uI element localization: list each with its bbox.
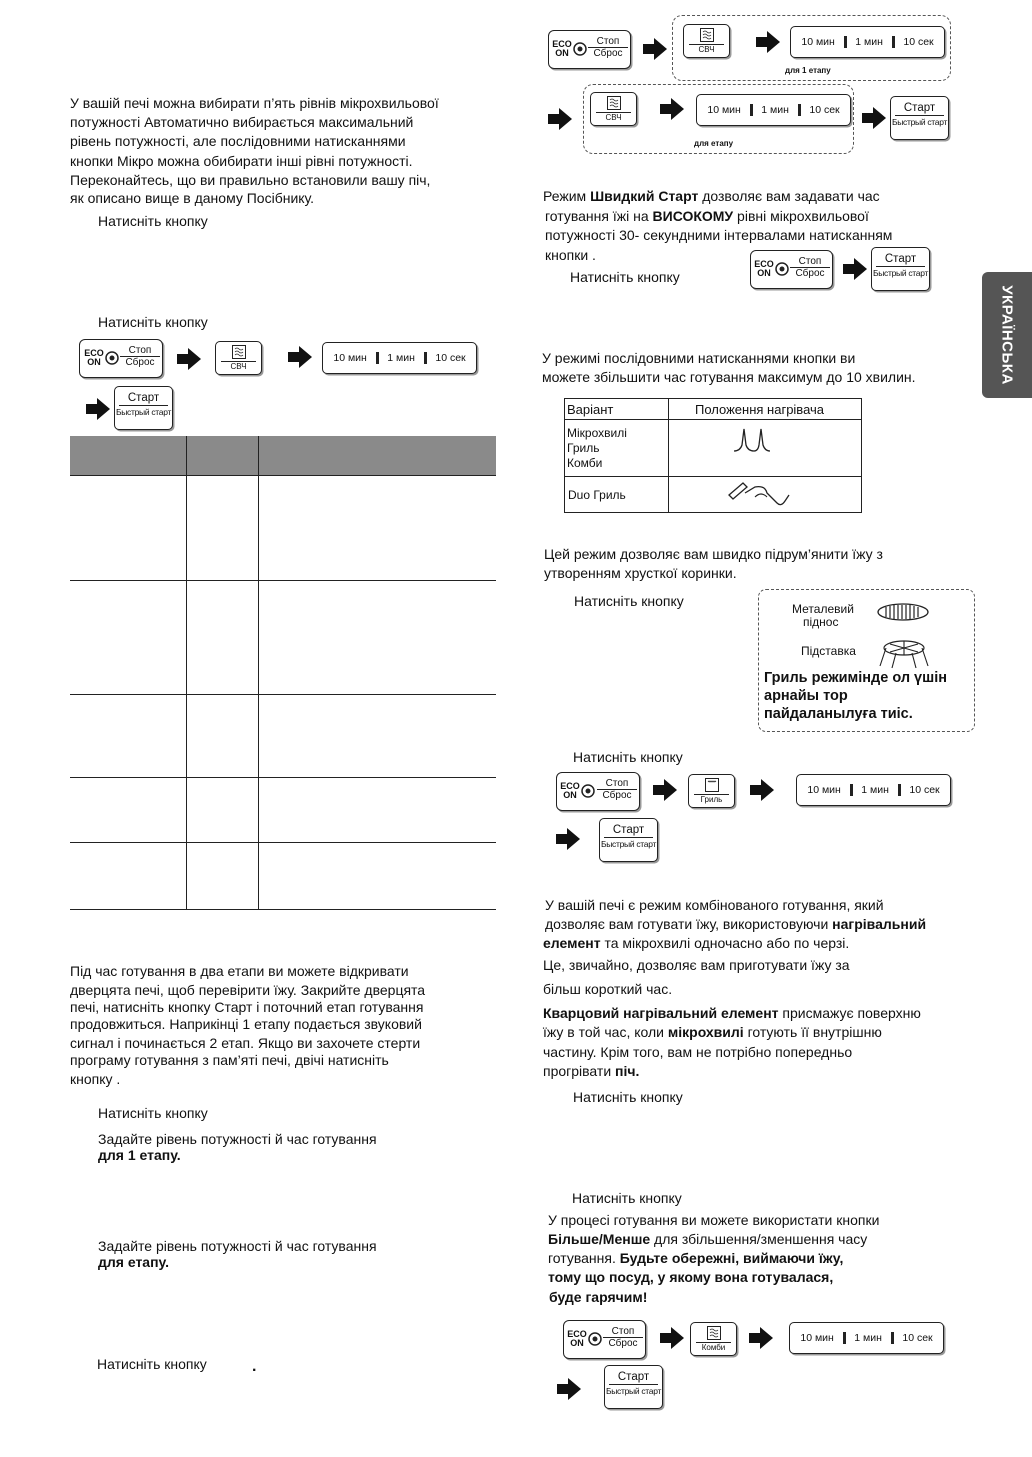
time-buttons-panel[interactable]: [322, 342, 477, 374]
intro-line: Переконайтесь, що ви правильно встановили вашу піч,: [70, 172, 431, 188]
metal-tray-label: піднос: [803, 615, 839, 629]
step-press-button-3: Натисніть кнопку: [98, 1105, 208, 1121]
start-button[interactable]: Старт Быстрый старт: [871, 247, 930, 291]
metal-tray-icon: [876, 602, 930, 622]
two-stage-line: дверцята печі, щоб перевірити їжу. Закрийте дверцята: [70, 982, 426, 998]
stage2-label: для етапу.: [98, 1254, 169, 1270]
eco-stop-button[interactable]: ECO ON Стоп Сброс: [79, 339, 163, 378]
heater-table-cell: Мікрохвилі: [567, 426, 627, 440]
time-buttons-panel[interactable]: [696, 94, 851, 126]
10min-button[interactable]: 10 мин: [800, 1332, 834, 1344]
microwave-waves-icon: [232, 345, 246, 359]
10sec-button[interactable]: 10 сек: [909, 784, 940, 796]
stage1-instruction: Задайте рівень потужності й час готування: [98, 1131, 377, 1147]
combi-button[interactable]: Комби: [690, 1322, 737, 1356]
intro-line: потужності Автоматично вибирається максимальний: [70, 114, 414, 130]
1min-button[interactable]: 1 мин: [855, 36, 883, 48]
heater-table-cell: Duo Гриль: [568, 488, 626, 502]
two-stage-line: програму готування з пам’яті печі, двічі натисніть: [70, 1052, 389, 1068]
microwave-button[interactable]: СВЧ: [590, 92, 637, 126]
language-tab-label: УКРАЇНСЬКА: [998, 285, 1016, 385]
grill-intro-line: Цей режим дозволяє вам швидко підрум’янити їжу з: [544, 546, 883, 562]
start-button[interactable]: Старт Быстрый старт: [890, 96, 949, 140]
1min-button[interactable]: 1 мин: [854, 1332, 882, 1344]
grill-note: арнайы тор: [764, 688, 848, 704]
grill-intro-line: утворенням хрусткої коринки.: [544, 565, 737, 581]
stage2-instruction: Задайте рівень потужності й час готування: [98, 1238, 377, 1254]
heater-table-cell: Гриль: [567, 441, 600, 455]
10min-button[interactable]: 10 мин: [801, 36, 835, 48]
grill-note: Гриль режимінде ол үшін: [764, 670, 947, 686]
step-press-button-4: Натисніть кнопку: [97, 1356, 207, 1372]
grill-press-2: Натисніть кнопку: [573, 749, 683, 765]
eco-leaf-icon: [588, 1332, 602, 1346]
stand-label: Підставка: [801, 644, 856, 658]
language-tab: [982, 272, 1032, 398]
eco-stop-button[interactable]: ECO ON Стоп Сброс: [556, 772, 640, 811]
time-buttons-panel[interactable]: [789, 1322, 944, 1354]
microwave-waves-icon: [700, 28, 714, 42]
press4-dot: .: [252, 1358, 257, 1375]
10sec-button[interactable]: 10 сек: [902, 1332, 933, 1344]
eco-leaf-icon: [775, 262, 789, 276]
time-buttons-panel[interactable]: [796, 774, 951, 806]
grill-stand-icon: [876, 636, 932, 670]
grill-press: Натисніть кнопку: [574, 593, 684, 609]
mode-line: можете збільшити час готування максимум до 10 хвилин.: [542, 369, 916, 385]
microwave-button[interactable]: СВЧ: [215, 341, 262, 375]
eco-leaf-icon: [581, 784, 595, 798]
stage2-caption: для етапу: [694, 139, 734, 148]
stage1-caption: для 1 етапу: [785, 66, 831, 75]
heater-upper-position-icon: [730, 425, 774, 459]
10min-button[interactable]: 10 мин: [333, 352, 367, 364]
eco-leaf-icon: [573, 42, 587, 56]
combi-press: Натисніть кнопку: [573, 1089, 683, 1105]
eco-leaf-icon: [105, 351, 119, 365]
two-stage-line: кнопку .: [70, 1071, 121, 1087]
1min-button[interactable]: 1 мин: [861, 784, 889, 796]
10sec-button[interactable]: 10 сек: [903, 36, 934, 48]
eco-stop-button[interactable]: ECO ON Стоп Сброс: [750, 250, 833, 289]
1min-button[interactable]: 1 мин: [387, 352, 415, 364]
combi-icon: [707, 1326, 721, 1340]
grill-icon: [705, 778, 719, 792]
stage1-label: для 1 етапу.: [98, 1147, 181, 1163]
two-stage-line: Під час готування в два етапи ви можете відкривати: [70, 963, 409, 979]
heater-table-header: Положення нагрівача: [695, 402, 825, 417]
10sec-button[interactable]: 10 сек: [809, 104, 840, 116]
two-stage-line: сигнал і починається 2 етап. Якщо ви захочете стерти: [70, 1035, 421, 1051]
heater-table: [564, 398, 862, 513]
heater-lower-position-icon: [725, 479, 797, 511]
intro-line: кнопки Мікро можна обибирати інші рівні потужності.: [70, 153, 413, 169]
heater-table-cell: Комби: [567, 456, 603, 470]
eco-stop-button[interactable]: ECO ON Стоп Сброс: [563, 1320, 646, 1359]
intro-line: У вашій печі можна вибирати п’ять рівнів мікрохвильової: [70, 95, 439, 111]
intro-line: як описано вище в даному Посібнику.: [70, 190, 315, 206]
microwave-button[interactable]: СВЧ: [683, 24, 730, 58]
combi-press-2: Натисніть кнопку: [572, 1190, 682, 1206]
two-stage-line: печі, натисніть кнопку Старт і поточний етап готування: [70, 999, 424, 1015]
table-header: [70, 436, 496, 475]
microwave-waves-icon: [607, 96, 621, 110]
heater-table-header: Варіант: [567, 402, 614, 417]
eco-stop-button[interactable]: ECO ON Стоп Сброс: [548, 30, 631, 69]
10min-button[interactable]: 10 мин: [807, 784, 841, 796]
step-press-button-2: Натисніть кнопку: [98, 314, 208, 330]
mode-line: У режимі послідовними натисканнями кнопки ви: [542, 350, 856, 366]
start-button[interactable]: Старт Быстрый старт: [114, 386, 173, 430]
two-stage-line: продовжиться. Наприкінці 1 етапу подається звуковий: [70, 1016, 422, 1032]
grill-button[interactable]: Гриль: [688, 774, 735, 808]
start-button[interactable]: Старт Быстрый старт: [599, 818, 658, 862]
10min-button[interactable]: 10 мин: [707, 104, 741, 116]
metal-tray-label: Металевий: [792, 602, 854, 616]
intro-line: рівень потужності, але послідовними натисканнями: [70, 133, 406, 149]
start-button[interactable]: Старт Быстрый старт: [604, 1365, 663, 1409]
1min-button[interactable]: 1 мин: [761, 104, 789, 116]
time-buttons-panel[interactable]: [790, 26, 945, 58]
grill-note: пайдаланылуға тиіс.: [764, 706, 913, 722]
step-press-button-1: Натисніть кнопку: [98, 213, 208, 229]
quickstart-press: Натисніть кнопку: [570, 269, 680, 285]
10sec-button[interactable]: 10 сек: [435, 352, 466, 364]
